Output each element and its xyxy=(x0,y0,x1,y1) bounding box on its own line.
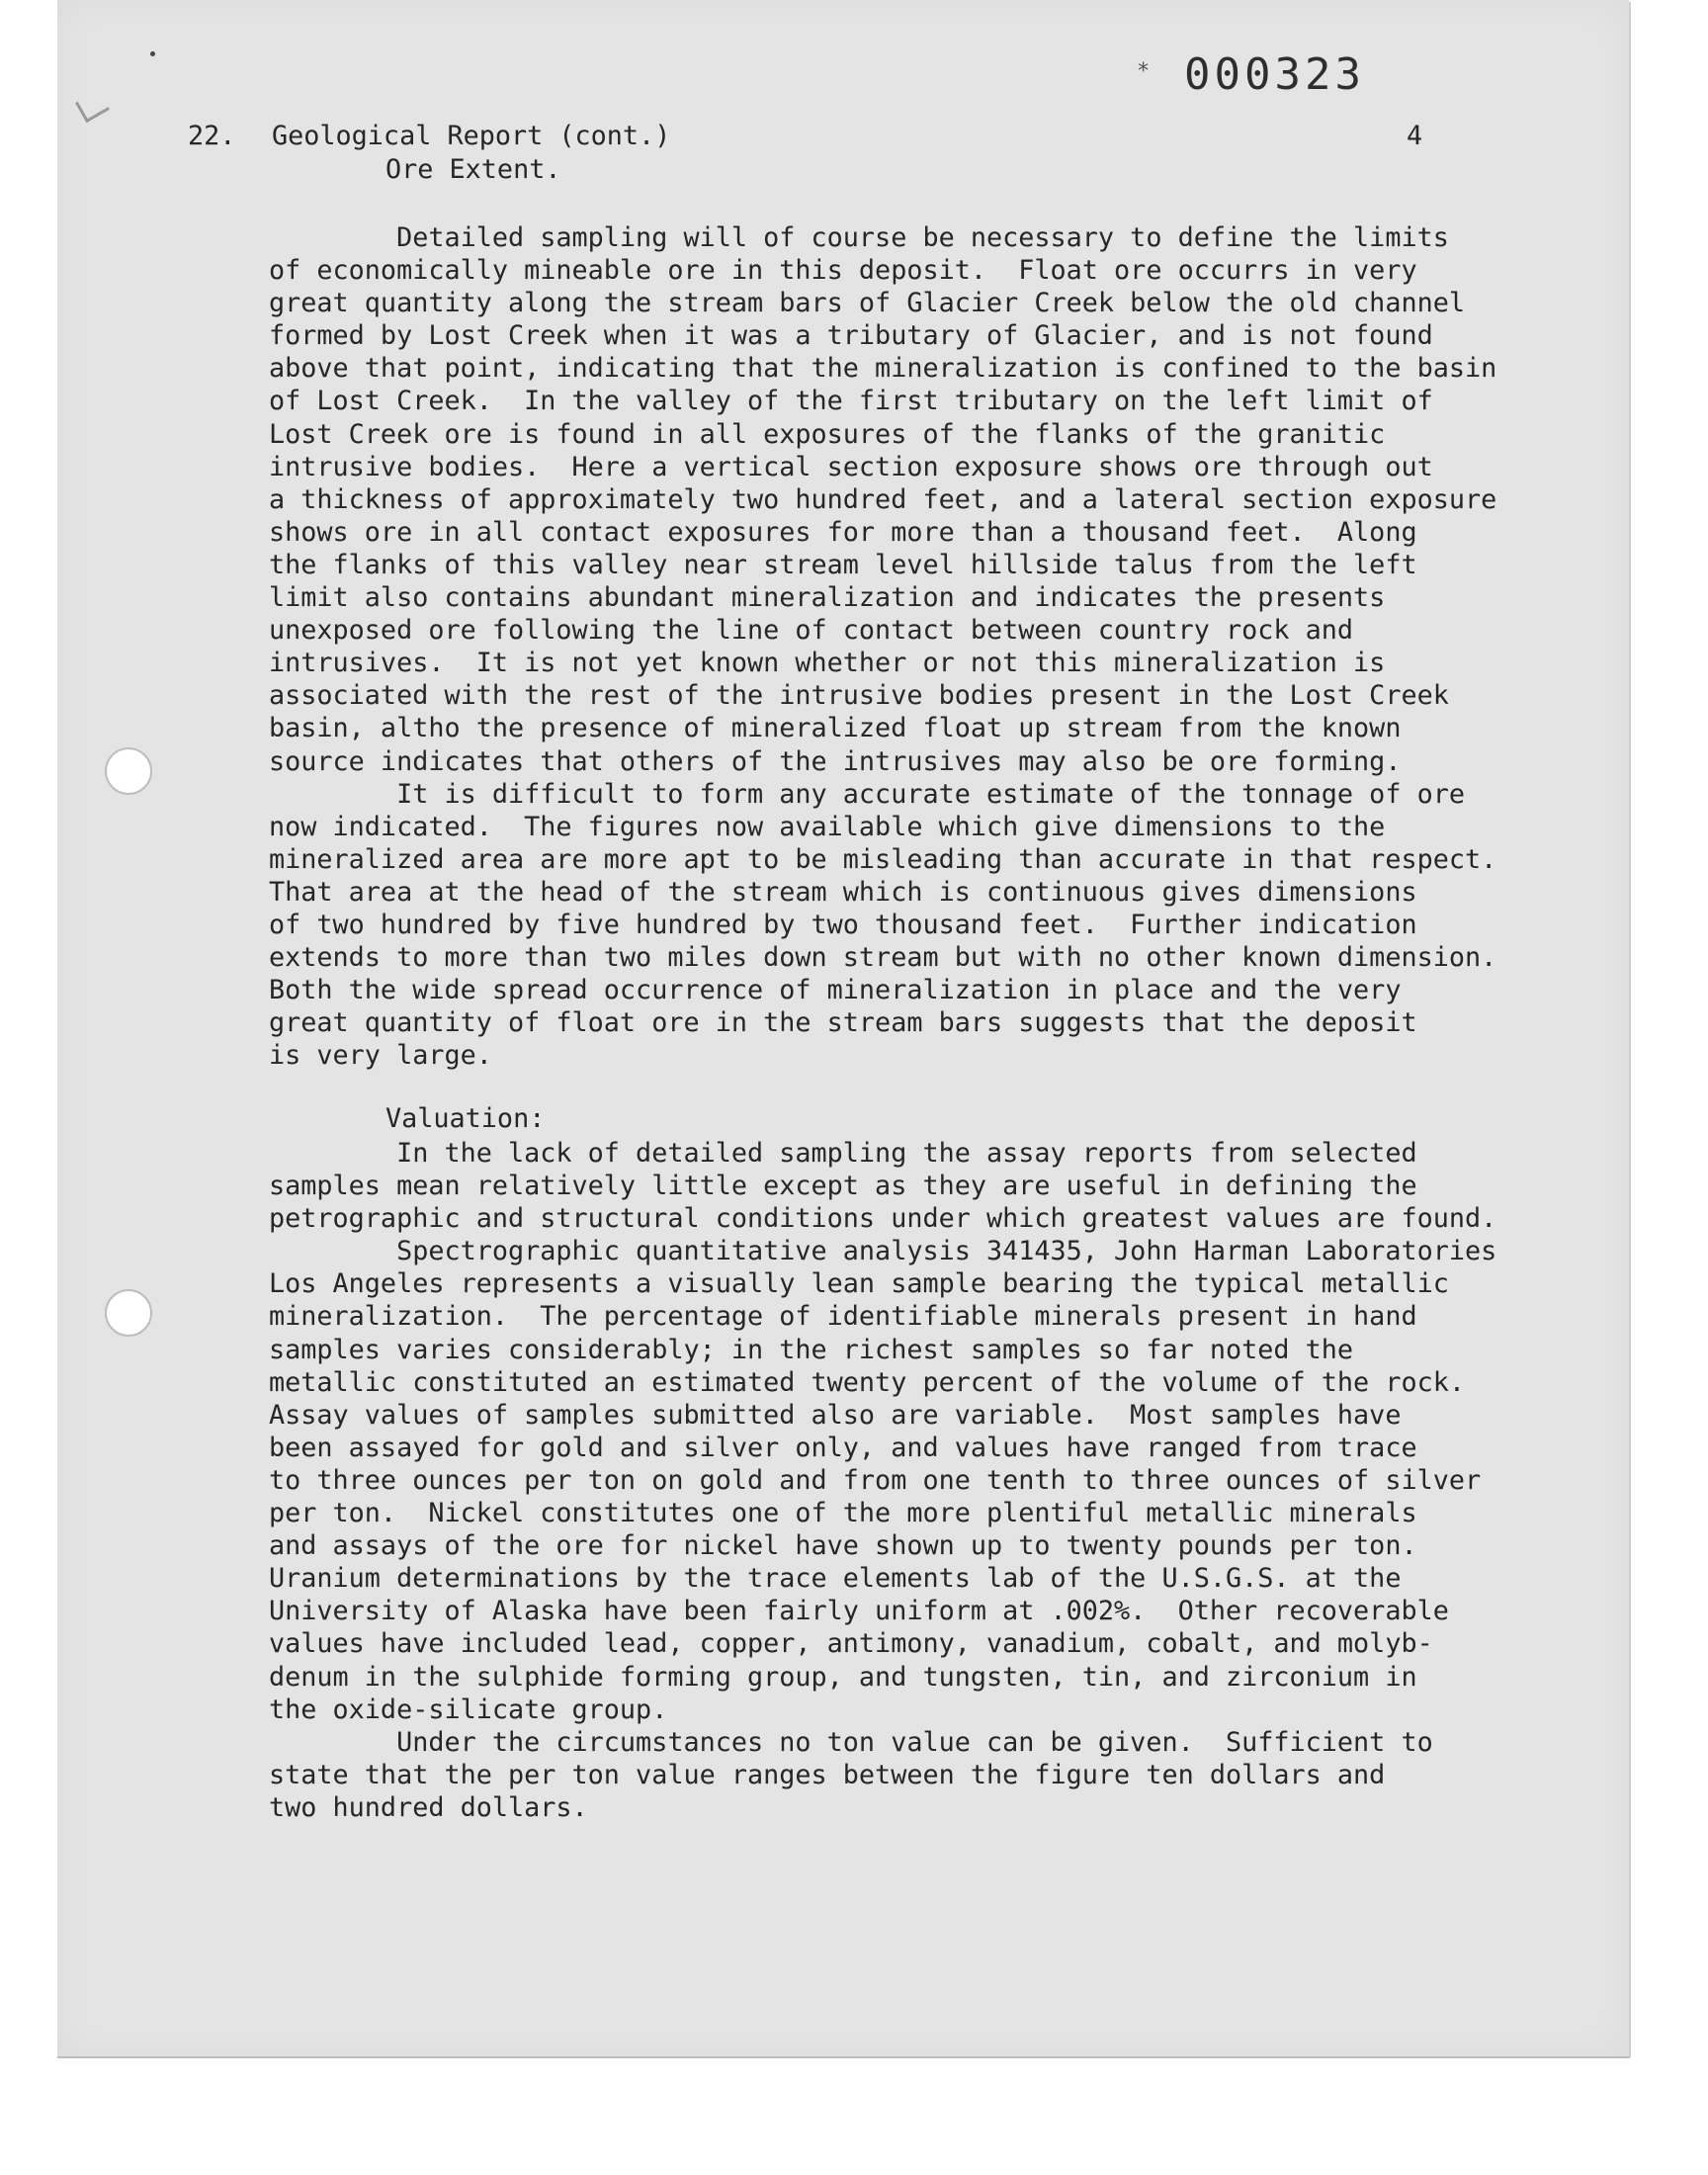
text-line: shows ore in all contact exposures for more than a thousand feet. Along xyxy=(269,516,1417,548)
text-line: state that the per ton value ranges between the figure ten dollars and xyxy=(269,1759,1386,1790)
text-line: Uranium determinations by the trace elements lab of the U.S.G.S. at the xyxy=(269,1563,1402,1595)
asterisk-mark: * xyxy=(1137,59,1151,84)
text-line: basin, altho the presence of mineralized float up stream from the known xyxy=(269,713,1402,744)
text-line: of Lost Creek. In the valley of the first tributary on the left limit of xyxy=(269,386,1433,417)
text-line: associated with the rest of the intrusive bodies present in the Lost Creek xyxy=(269,680,1449,712)
text-line: Both the wide spread occurrence of mineralization in place and the very xyxy=(269,975,1402,1006)
text-line: two hundred dollars. xyxy=(269,1791,588,1823)
text-line: unexposed ore following the line of contact between country rock and xyxy=(269,615,1354,647)
text-line: of two hundred by five hundred by two thousand feet. Further indication xyxy=(269,909,1417,940)
text-line: It is difficult to form any accurate estimate of the tonnage of ore xyxy=(269,778,1465,810)
ore-extent-body xyxy=(269,221,1496,1072)
text-line: That area at the head of the stream which is continuous gives dimensions xyxy=(269,876,1417,908)
text-line: and assays of the ore for nickel have shown up to twenty pounds per ton. xyxy=(269,1530,1417,1562)
document-number: 000323 xyxy=(1184,49,1365,100)
text-line: Detailed sampling will of course be necessary to define the limits xyxy=(269,222,1449,253)
text-line: the flanks of this valley near stream level hillside talus from the left xyxy=(269,549,1417,580)
text-line: Los Angeles represents a visually lean sample bearing the typical metallic xyxy=(269,1268,1449,1300)
valuation-body xyxy=(269,1137,1496,1824)
text-line: source indicates that others of the intrusives may also be ore forming. xyxy=(269,745,1402,777)
valuation-heading: Valuation: xyxy=(385,1103,546,1134)
text-line: above that point, indicating that the mineralization is confined to the basin xyxy=(269,353,1497,385)
text-line: a thickness of approximately two hundred feet, and a lateral section exposure xyxy=(269,483,1497,515)
text-line: Under the circumstances no ton value can be given. Sufficient to xyxy=(269,1726,1433,1758)
text-line: denum in the sulphide forming group, and tungsten, tin, and zirconium in xyxy=(269,1661,1417,1693)
text-line: intrusive bodies. Here a vertical section exposure shows ore through out xyxy=(269,451,1433,482)
section-subheading: Ore Extent. xyxy=(385,154,561,185)
text-line: great quantity along the stream bars of Glacier Creek below the old channel xyxy=(269,288,1465,319)
text-line: mineralized area are more apt to be misleading than accurate in that respect. xyxy=(269,843,1497,875)
text-line: intrusives. It is not yet known whether or not this mineralization is xyxy=(269,648,1386,679)
text-line: University of Alaska have been fairly uniform at .002%. Other recoverable xyxy=(269,1596,1449,1627)
faded-stamp-mark xyxy=(267,22,292,65)
page-number: 4 xyxy=(1407,121,1423,151)
text-line: Lost Creek ore is found in all exposures of the flanks of the granitic xyxy=(269,418,1386,450)
text-line: the oxide-silicate group. xyxy=(269,1694,668,1725)
text-line: metallic constituted an estimated twenty percent of the volume of the rock. xyxy=(269,1366,1465,1398)
text-line: extends to more than two miles down stream but with no other known dimension. xyxy=(269,942,1497,974)
text-line: is very large. xyxy=(269,1040,492,1072)
text-line: Spectrographic quantitative analysis 341435, John Harman Laboratories xyxy=(269,1236,1497,1267)
text-line: Assay values of samples submitted also are variable. Most samples have xyxy=(269,1399,1402,1431)
text-line: values have included lead, copper, antimony, vanadium, cobalt, and molyb- xyxy=(269,1628,1433,1660)
text-line: limit also contains abundant mineralization and indicates the presents xyxy=(269,582,1386,614)
text-line: formed by Lost Creek when it was a tributary of Glacier, and is not found xyxy=(269,320,1433,352)
text-line: samples mean relatively little except as they are useful in defining the xyxy=(269,1171,1417,1202)
punch-hole xyxy=(105,747,152,795)
text-line: been assayed for gold and silver only, and values have ranged from trace xyxy=(269,1432,1417,1463)
text-line: great quantity of float ore in the stream bars suggests that the deposit xyxy=(269,1007,1417,1039)
page-bottom-edge xyxy=(57,2056,1629,2058)
text-line: to three ounces per ton on gold and from one tenth to three ounces of silver xyxy=(269,1464,1482,1496)
text-line: In the lack of detailed sampling the assay reports from selected xyxy=(269,1138,1417,1169)
text-line: per ton. Nickel constitutes one of the more plentiful metallic minerals xyxy=(269,1498,1417,1529)
punch-hole xyxy=(105,1289,152,1337)
text-line: samples varies considerably; in the richest samples so far noted the xyxy=(269,1334,1354,1365)
section-number: 22. xyxy=(188,121,236,151)
ink-speck xyxy=(150,51,155,56)
report-title: Geological Report (cont.) xyxy=(272,121,671,151)
text-line: now indicated. The figures now available which give dimensions to the xyxy=(269,811,1386,842)
text-line: mineralization. The percentage of identifiable minerals present in hand xyxy=(269,1301,1417,1333)
text-line: of economically mineable ore in this deposit. Float ore occurrs in very xyxy=(269,255,1417,287)
text-line: petrographic and structural conditions under which greatest values are found. xyxy=(269,1203,1497,1235)
